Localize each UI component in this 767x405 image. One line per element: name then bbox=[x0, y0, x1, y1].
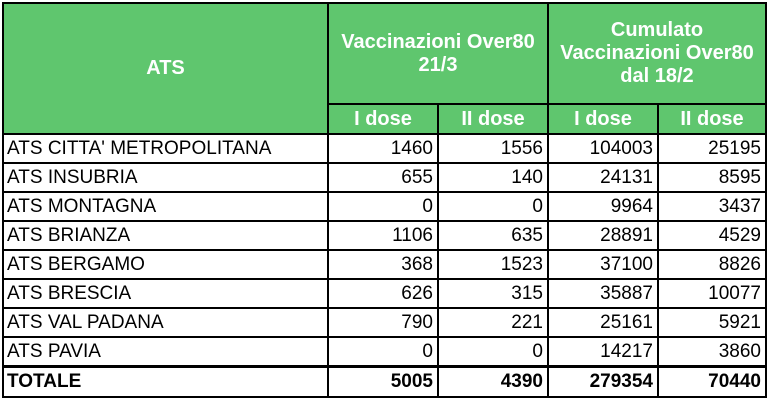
header-group-daily-line1: Vaccinazioni Over80 bbox=[341, 30, 535, 53]
row-cumulative-dose1: 35887 bbox=[548, 279, 658, 308]
header-ats-label: ATS bbox=[146, 57, 185, 79]
row-cumulative-dose2: 5921 bbox=[658, 308, 766, 337]
row-daily-dose1: 1460 bbox=[328, 134, 438, 163]
row-name: ATS VAL PADANA bbox=[3, 308, 328, 337]
row-daily-dose1: 0 bbox=[328, 337, 438, 367]
row-cumulative-dose1: 24131 bbox=[548, 163, 658, 192]
header-daily-dose1: I dose bbox=[328, 104, 438, 134]
row-cumulative-dose2: 8826 bbox=[658, 250, 766, 279]
header-group-daily bbox=[328, 3, 548, 104]
row-cumulative-dose1: 25161 bbox=[548, 308, 658, 337]
table-row bbox=[3, 221, 766, 250]
row-daily-dose1: 0 bbox=[328, 192, 438, 221]
table-row bbox=[3, 337, 766, 367]
header-row-groups bbox=[3, 3, 766, 104]
row-daily-dose2: 1556 bbox=[438, 134, 548, 163]
total-daily-dose1: 5005 bbox=[328, 367, 438, 397]
header-group-cumulative-line2: Vaccinazioni Over80 bbox=[560, 42, 754, 64]
header-group-cumulative-line3: dal 18/2 bbox=[620, 65, 694, 87]
header-group-cumulative bbox=[548, 3, 766, 104]
row-daily-dose2: 1523 bbox=[438, 250, 548, 279]
row-daily-dose2: 0 bbox=[438, 337, 548, 367]
row-name: ATS BERGAMO bbox=[3, 250, 328, 279]
row-cumulative-dose2: 25195 bbox=[658, 134, 766, 163]
row-cumulative-dose1: 104003 bbox=[548, 134, 658, 163]
total-name: TOTALE bbox=[3, 367, 328, 397]
table-row bbox=[3, 192, 766, 221]
row-daily-dose1: 626 bbox=[328, 279, 438, 308]
table-row bbox=[3, 308, 766, 337]
header-ats bbox=[3, 3, 328, 134]
row-daily-dose1: 1106 bbox=[328, 221, 438, 250]
row-daily-dose1: 790 bbox=[328, 308, 438, 337]
row-daily-dose1: 655 bbox=[328, 163, 438, 192]
row-daily-dose2: 221 bbox=[438, 308, 548, 337]
row-name: ATS BRESCIA bbox=[3, 279, 328, 308]
header-group-cumulative-line1: Cumulato bbox=[610, 19, 704, 41]
header-cumulative-dose2: II dose bbox=[658, 104, 766, 134]
row-cumulative-dose2: 10077 bbox=[658, 279, 766, 308]
header-daily-dose2: II dose bbox=[438, 104, 548, 134]
table-row bbox=[3, 134, 766, 163]
total-cumulative-dose1: 279354 bbox=[548, 367, 658, 397]
row-daily-dose2: 315 bbox=[438, 279, 548, 308]
header-cumulative-dose1: I dose bbox=[548, 104, 658, 134]
row-cumulative-dose2: 3860 bbox=[658, 337, 766, 367]
row-name: ATS CITTA' METROPOLITANA bbox=[3, 134, 328, 163]
total-cumulative-dose2: 70440 bbox=[658, 367, 766, 397]
row-daily-dose2: 635 bbox=[438, 221, 548, 250]
row-daily-dose2: 140 bbox=[438, 163, 548, 192]
row-cumulative-dose1: 14217 bbox=[548, 337, 658, 367]
row-daily-dose1: 368 bbox=[328, 250, 438, 279]
table-row bbox=[3, 163, 766, 192]
row-name: ATS INSUBRIA bbox=[3, 163, 328, 192]
row-name: ATS MONTAGNA bbox=[3, 192, 328, 221]
row-name: ATS BRIANZA bbox=[3, 221, 328, 250]
total-row bbox=[3, 367, 766, 397]
row-daily-dose2: 0 bbox=[438, 192, 548, 221]
row-cumulative-dose1: 37100 bbox=[548, 250, 658, 279]
row-name: ATS PAVIA bbox=[3, 337, 328, 367]
table-row bbox=[3, 250, 766, 279]
row-cumulative-dose1: 28891 bbox=[548, 221, 658, 250]
total-daily-dose2: 4390 bbox=[438, 367, 548, 397]
row-cumulative-dose2: 8595 bbox=[658, 163, 766, 192]
vaccination-table bbox=[2, 2, 767, 398]
table-row bbox=[3, 279, 766, 308]
header-group-daily-line2: 21/3 bbox=[418, 53, 458, 76]
row-cumulative-dose2: 4529 bbox=[658, 221, 766, 250]
row-cumulative-dose1: 9964 bbox=[548, 192, 658, 221]
row-cumulative-dose2: 3437 bbox=[658, 192, 766, 221]
